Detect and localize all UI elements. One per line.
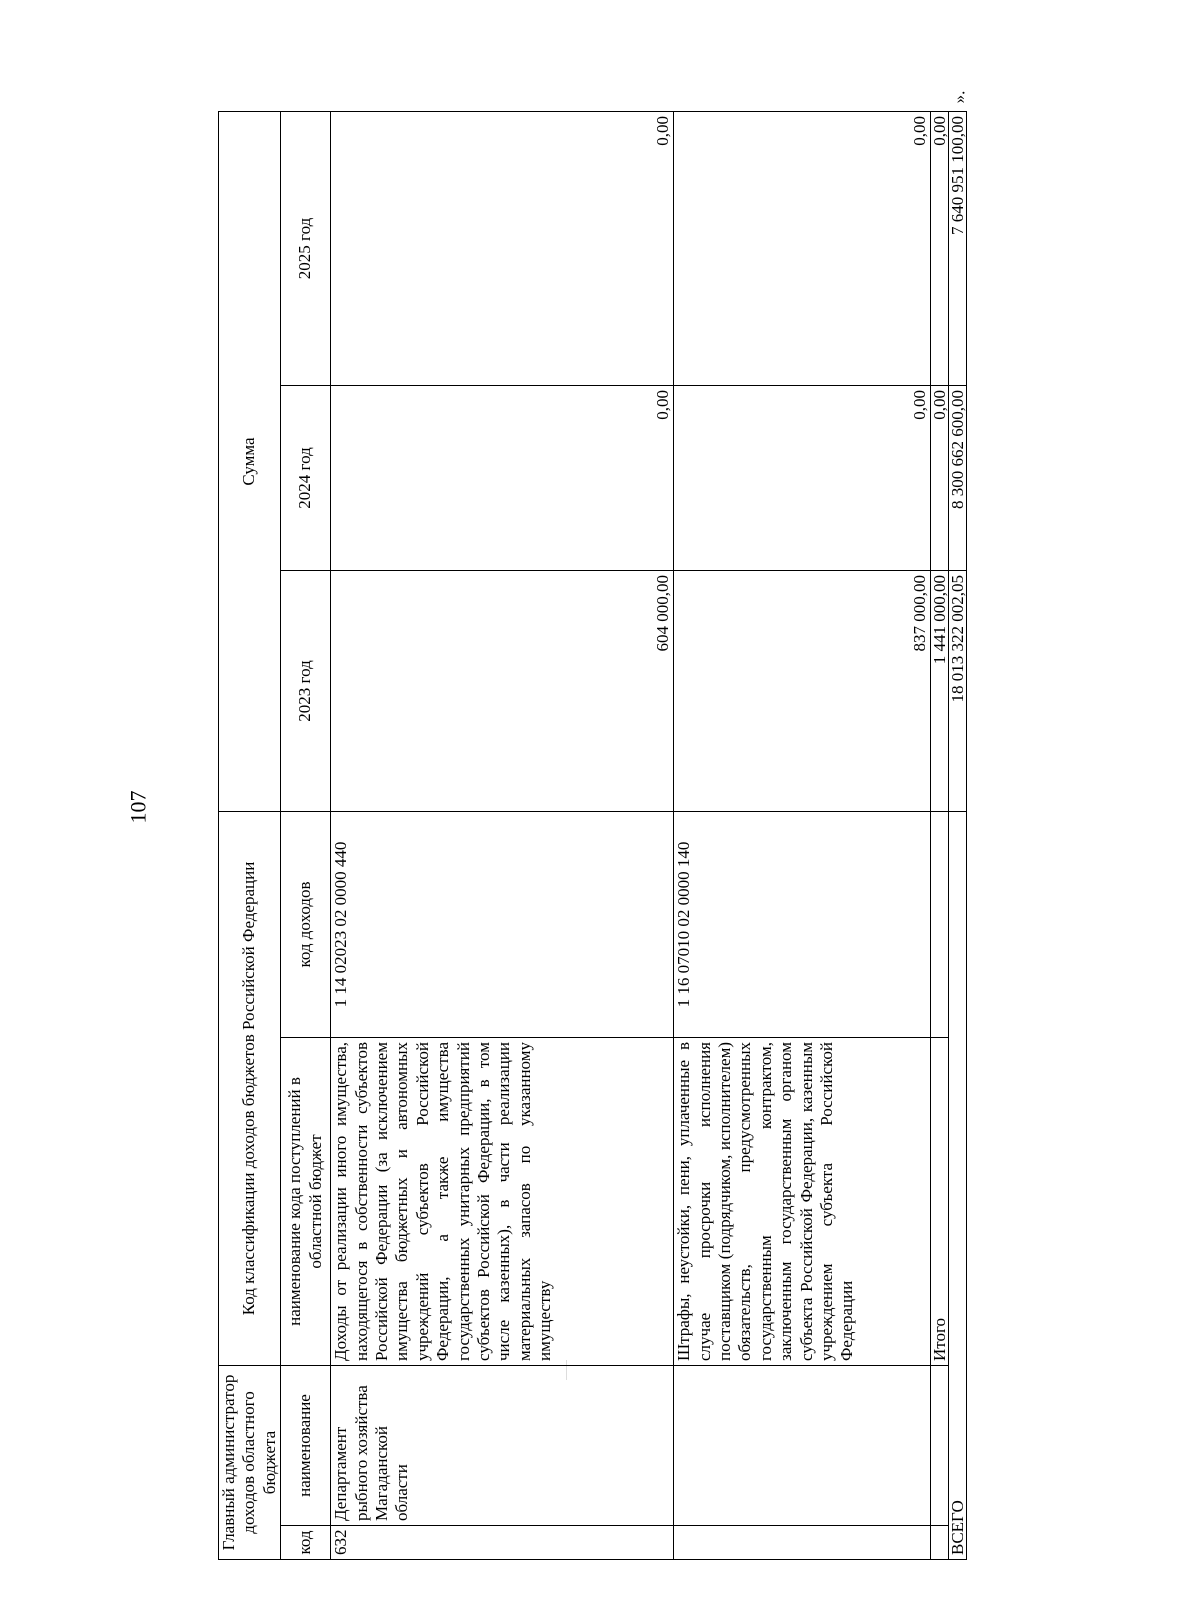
vsego-row <box>949 111 967 1559</box>
sum-2025-cell: 0,00 <box>674 111 931 385</box>
admin-code-cell: 632 <box>331 1526 674 1560</box>
header-income-code: код доходов <box>281 811 331 1037</box>
sum-2023-cell: 604 000,00 <box>331 570 674 811</box>
closing-quote: ». <box>949 90 968 104</box>
itogo-sum-2025: 0,00 <box>931 111 949 385</box>
sum-2024-cell: 0,00 <box>331 385 674 570</box>
header-sum-group: Сумма <box>219 111 281 811</box>
header-income-name: наименование кода поступлений в областной бюджет <box>281 1038 331 1366</box>
itogo-empty-code <box>931 1526 949 1560</box>
table-row <box>674 111 931 1559</box>
header-row-2 <box>281 111 331 1559</box>
budget-table-container <box>218 112 982 1560</box>
itogo-empty-income-code <box>931 811 949 1037</box>
header-name: наименование <box>281 1366 331 1526</box>
vsego-label: ВСЕГО <box>949 811 967 1559</box>
admin-code-cell <box>674 1526 931 1560</box>
income-code-cell: 1 16 07010 02 0000 140 <box>674 811 931 1037</box>
income-name-cell: Штрафы, неустойки, пени, уплаченные в случае просрочки исполнения поставщиком (подрядчиком, исполнителем) обязательств, предусмотренных государственным контрактом, заключенным государственным органом субъекта Российской Федерации, казенным учреждением субъекта Российской Федерации <box>674 1038 931 1366</box>
table-row <box>331 111 674 1559</box>
sum-2025-cell: 0,00 <box>331 111 674 385</box>
income-code-cell: 1 14 02023 02 0000 440 <box>331 811 674 1037</box>
admin-name-cell <box>674 1366 931 1526</box>
header-admin-group: Главный администратор доходов областного бюджета <box>219 1366 281 1560</box>
vsego-sum-2023: 18 013 322 002,05 <box>949 570 967 811</box>
itogo-row <box>931 111 949 1559</box>
header-2024: 2024 год <box>281 385 331 570</box>
header-2025: 2025 год <box>281 111 331 385</box>
vsego-sum-2024: 8 300 662 600,00 <box>949 385 967 570</box>
admin-name-cell: Департамент рыбного хозяйства Магаданской области <box>331 1366 674 1526</box>
itogo-sum-2023: 1 441 000,00 <box>931 570 949 811</box>
itogo-label: Итого <box>931 1038 949 1366</box>
income-name-cell: Доходы от реализации иного имущества, находящегося в собственности субъектов Российской Федерации (за исключением имущества бюджетных и автономных учреждений субъектов Российской Федерации, а также имущества государственных унитарных предприятий субъектов Российской Федерации, в том числе казенных), в части реализации материальных запасов по указанному имуществу <box>331 1038 674 1366</box>
header-row-1 <box>219 111 281 1559</box>
budget-revenue-table <box>218 111 967 1560</box>
header-kbk-group: Код классификации доходов бюджетов Российской Федерации <box>219 811 281 1365</box>
sum-2023-cell: 837 000,00 <box>674 570 931 811</box>
vsego-sum-2025: 7 640 951 100,00 <box>949 111 967 385</box>
itogo-empty-name <box>931 1366 949 1526</box>
page-number: 107 <box>125 790 150 824</box>
sum-2024-cell: 0,00 <box>674 385 931 570</box>
header-2023: 2023 год <box>281 570 331 811</box>
header-code: код <box>281 1526 331 1560</box>
itogo-sum-2024: 0,00 <box>931 385 949 570</box>
